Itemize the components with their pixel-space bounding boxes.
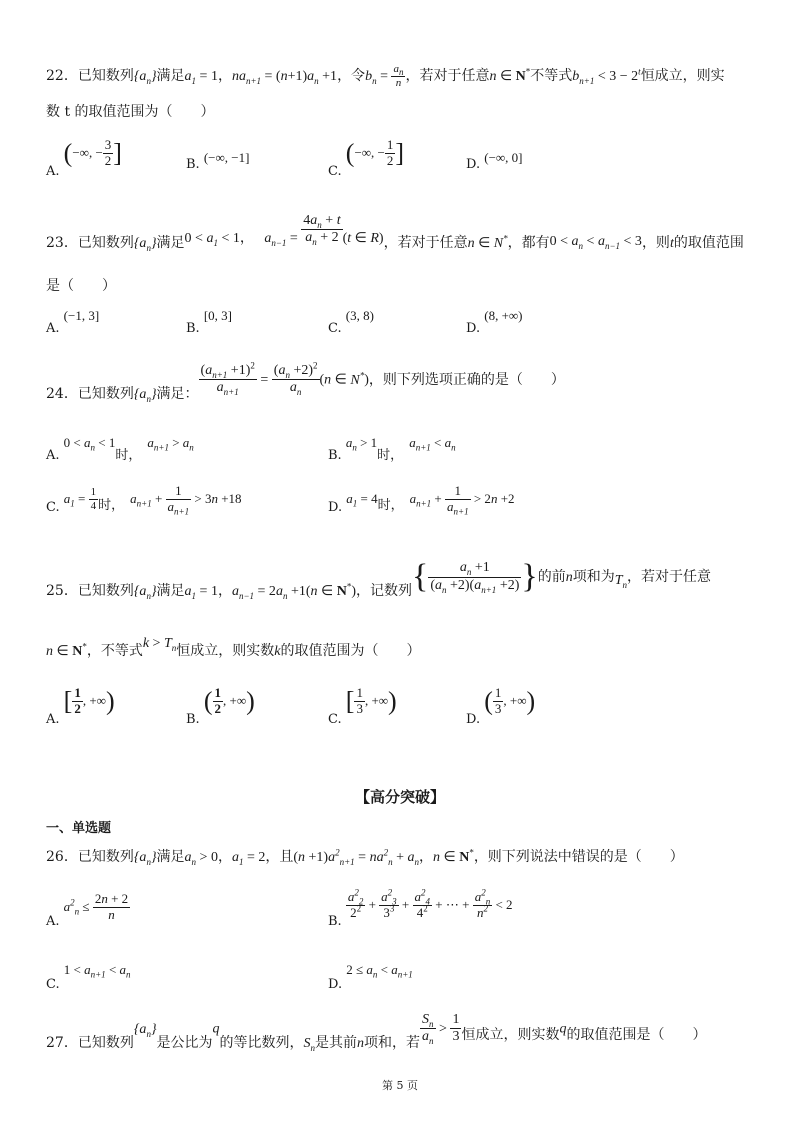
q22-option-b[interactable]: B. (−∞, −1] bbox=[186, 150, 250, 172]
q24-option-d[interactable]: D. $a_1 = 4$时， $a_{n+1}$ + $\frac{1}{a_{n+1}}$ > 2n +2 bbox=[328, 483, 515, 517]
q25-line2: n ∈ N*，不等式$k > T_n$恒成立，则实数k的取值范围为（ ） bbox=[46, 636, 421, 659]
q24-option-c[interactable]: C. $a_1$ = $\frac{1}{4}$ 时， $a_{n+1}$ + $\frac{1}{a_{n+1}}$ > 3n +18 bbox=[46, 483, 242, 517]
q27-line1: 27．已知数列$\{a_n\}$是公比为q的等比数列，$S_n$是其前n项和，若 $\frac{S_n}{a_n}$ > $\frac{1}{3}$ 恒成立，则实数q的取值范围是（ ） bbox=[46, 1012, 707, 1053]
q22-option-c[interactable]: C. (−∞, − $\frac{1}{2}$ ] bbox=[328, 137, 405, 179]
q25-line1: 25．已知数列$\{a_n\}$满足$a_1 = 1$，$a_{n-1} = 2a_n +1(n$ ∈ N*)，记数列{ $\frac{a_n +1}{(a_n +2)(a_{n+1} +2)}$ }的前n项和为$T_n$，若对于任意 bbox=[46, 558, 711, 601]
section-title: 【高分突破】 bbox=[354, 788, 445, 806]
q23-option-c[interactable]: C. (3, 8) bbox=[328, 308, 374, 336]
q22-option-d[interactable]: D. (−∞, 0] bbox=[466, 150, 523, 172]
q23-option-b[interactable]: B. [0, 3] bbox=[186, 308, 232, 336]
q22-line2: 数 t 的取值范围为（ ） bbox=[46, 104, 215, 120]
q26-option-c[interactable]: C. $1 < a_{n+1} < a_n$ bbox=[46, 962, 131, 992]
math-seq-an: $\{a_n\}$ bbox=[133, 69, 157, 86]
q25-option-b[interactable]: B. ( $\frac{1}{2}$ , +∞) bbox=[186, 685, 255, 727]
q25-option-d[interactable]: D. ( $\frac{1}{3}$ , +∞) bbox=[466, 685, 536, 727]
q23-option-d[interactable]: D. (8, +∞) bbox=[466, 308, 523, 336]
q24-option-a[interactable]: A. $0 < a_n < 1$时，$a_{n+1} > a_n$ bbox=[46, 435, 194, 463]
subsection-title: 一、单选题 bbox=[46, 821, 112, 836]
frac-lhs: $\frac{(a_{n+1} +1)^2}{a_{n+1}}$ bbox=[200, 360, 255, 397]
frac-sum-term: $\frac{a_n +1}{(a_n +2)(a_{n+1} +2)}$ bbox=[430, 560, 520, 595]
q26-option-a[interactable]: A. $a^2_n$ ≤ $\frac{2n + 2}{n}$ bbox=[46, 891, 129, 929]
q23-line1: 23．已知数列$\{a_n\}$满足$0 < a_1 < 1$， $a_{n-1}$ = $\frac{4a_n + t}{a_n + 2}$ (t ∈ R)，若对于任意n ∈ N*，都有$0 < a_n < a_{n-1} < 3$，则t的取值范围 bbox=[46, 213, 744, 253]
q24-option-b[interactable]: B. $a_n > 1$时，$a_{n+1} < a_n$ bbox=[328, 435, 456, 463]
q23-line2: 是（ ） bbox=[46, 278, 116, 294]
q22-line1: 22．已知数列$\{a_n\}$满足$a_1 = 1$，$na_{n+1} = (n+1)a_n +1$，令$b_n$ = $\frac{a_n}{n}$ ，若对于任意n ∈ N*不等式$b_{n+1} < 3 - 2^t$恒成立，则实 bbox=[46, 63, 725, 89]
q25-option-a[interactable]: A. [ $\frac{1}{2}$ , +∞) bbox=[46, 685, 115, 727]
q24-line1: 24．已知数列$\{a_n\}$满足： $\frac{(a_{n+1} +1)^2}{a_{n+1}}$ = $\frac{(a_n +2)^2}{a_n}$ (n ∈ N*)，则下列选项正确的是（ ） bbox=[46, 360, 565, 404]
q25-option-c[interactable]: C. [ $\frac{1}{3}$ , +∞) bbox=[328, 685, 397, 727]
q26-option-b[interactable]: B. $\frac{a^2_2}{2^2}$ + $\frac{a^2_3}{3^3}$ + $\frac{a^2_4}{4^2}$ + ⋯ + $\frac{a^2_n}{n^2}$ < 2 bbox=[328, 887, 513, 929]
frac-rhs: $\frac{(a_n +2)^2}{a_n}$ bbox=[273, 360, 318, 397]
frac-recursion: $\frac{4a_n + t}{a_n + 2}$ bbox=[303, 213, 341, 247]
q26-option-d[interactable]: D. $2 \le a_n < a_{n+1}$ bbox=[328, 962, 413, 992]
q23-option-a[interactable]: A. (−1, 3] bbox=[46, 308, 100, 336]
frac-an-over-n: $\frac{a_n}{n}$ bbox=[393, 63, 404, 89]
q26-line1: 26．已知数列$\{a_n\}$满足$a_n > 0$，$a_1 = 2$，且$(n +1)a^2_{n+1} = na^2_n + a_n$，n ∈ N*，则下列说法中错误的是（ ） bbox=[46, 847, 684, 867]
page-number: 第 5 页 bbox=[382, 1079, 418, 1092]
q22-option-a[interactable]: A. (−∞, − $\frac{3}{2}$ ] bbox=[46, 137, 122, 179]
